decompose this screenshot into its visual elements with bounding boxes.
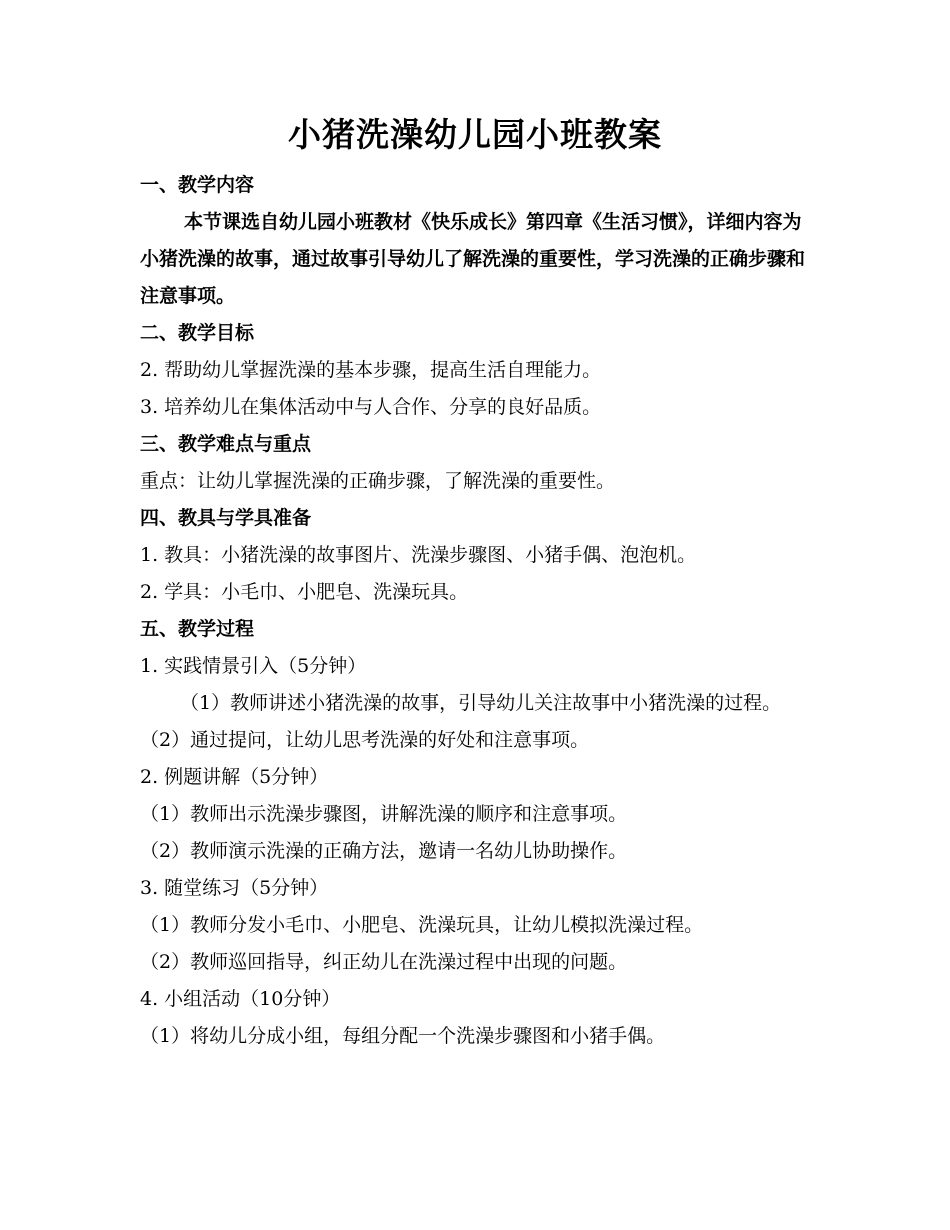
process-sub-item: （1）教师分发小毛巾、小肥皂、洗澡玩具，让幼儿模拟洗澡过程。: [140, 914, 704, 936]
process-sub-item: （1）教师出示洗澡步骤图，讲解洗澡的顺序和注意事项。: [140, 803, 628, 825]
process-sub-item: （2）通过提问，让幼儿思考洗澡的好处和注意事项。: [140, 729, 590, 751]
section-heading-key-points: 三、教学难点与重点: [140, 433, 312, 455]
process-sub-item: （1）教师讲述小猪洗澡的故事，引导幼儿关注故事中小猪洗澡的过程。: [180, 692, 782, 714]
document-title: 小猪洗澡幼儿园小班教案: [288, 115, 662, 154]
material-item: 1. 教具：小猪洗澡的故事图片、洗澡步骤图、小猪手偶、泡泡机。: [140, 544, 697, 566]
process-step-label: 4. 小组活动（10分钟）: [140, 988, 341, 1010]
section-heading-materials: 四、教具与学具准备: [140, 507, 312, 529]
process-sub-item: （2）教师演示洗澡的正确方法，邀请一名幼儿协助操作。: [140, 840, 628, 862]
document-body: [140, 167, 820, 1055]
process-sub-item: （2）教师巡回指导，纠正幼儿在洗澡过程中出现的问题。: [140, 951, 628, 973]
process-step-label: 2. 例题讲解（5分钟）: [140, 766, 329, 788]
process-sub-item: （1）将幼儿分成小组，每组分配一个洗澡步骤图和小猪手偶。: [140, 1025, 666, 1047]
section-intro-paragraph: 本节课选自幼儿园小班教材《快乐成长》第四章《生活习惯》，详细内容为小猪洗澡的故事，通过故事引导幼儿了解洗澡的重要性，学习洗澡的正确步骤和注意事项。: [140, 211, 806, 307]
material-item: 2. 学具：小毛巾、小肥皂、洗澡玩具。: [140, 581, 469, 603]
process-step-label: 3. 随堂练习（5分钟）: [140, 877, 329, 899]
process-step-label: 1. 实践情景引入（5分钟）: [140, 655, 367, 677]
section-heading-content: 一、教学内容: [140, 174, 255, 196]
section-heading-goals: 二、教学目标: [140, 322, 255, 344]
goal-item: 3. 培养幼儿在集体活动中与人合作、分享的良好品质。: [140, 396, 602, 418]
section-heading-process: 五、教学过程: [140, 618, 255, 640]
goal-item: 2. 帮助幼儿掌握洗澡的基本步骤，提高生活自理能力。: [140, 359, 602, 381]
key-point-item: 重点：让幼儿掌握洗澡的正确步骤，了解洗澡的重要性。: [140, 470, 616, 492]
